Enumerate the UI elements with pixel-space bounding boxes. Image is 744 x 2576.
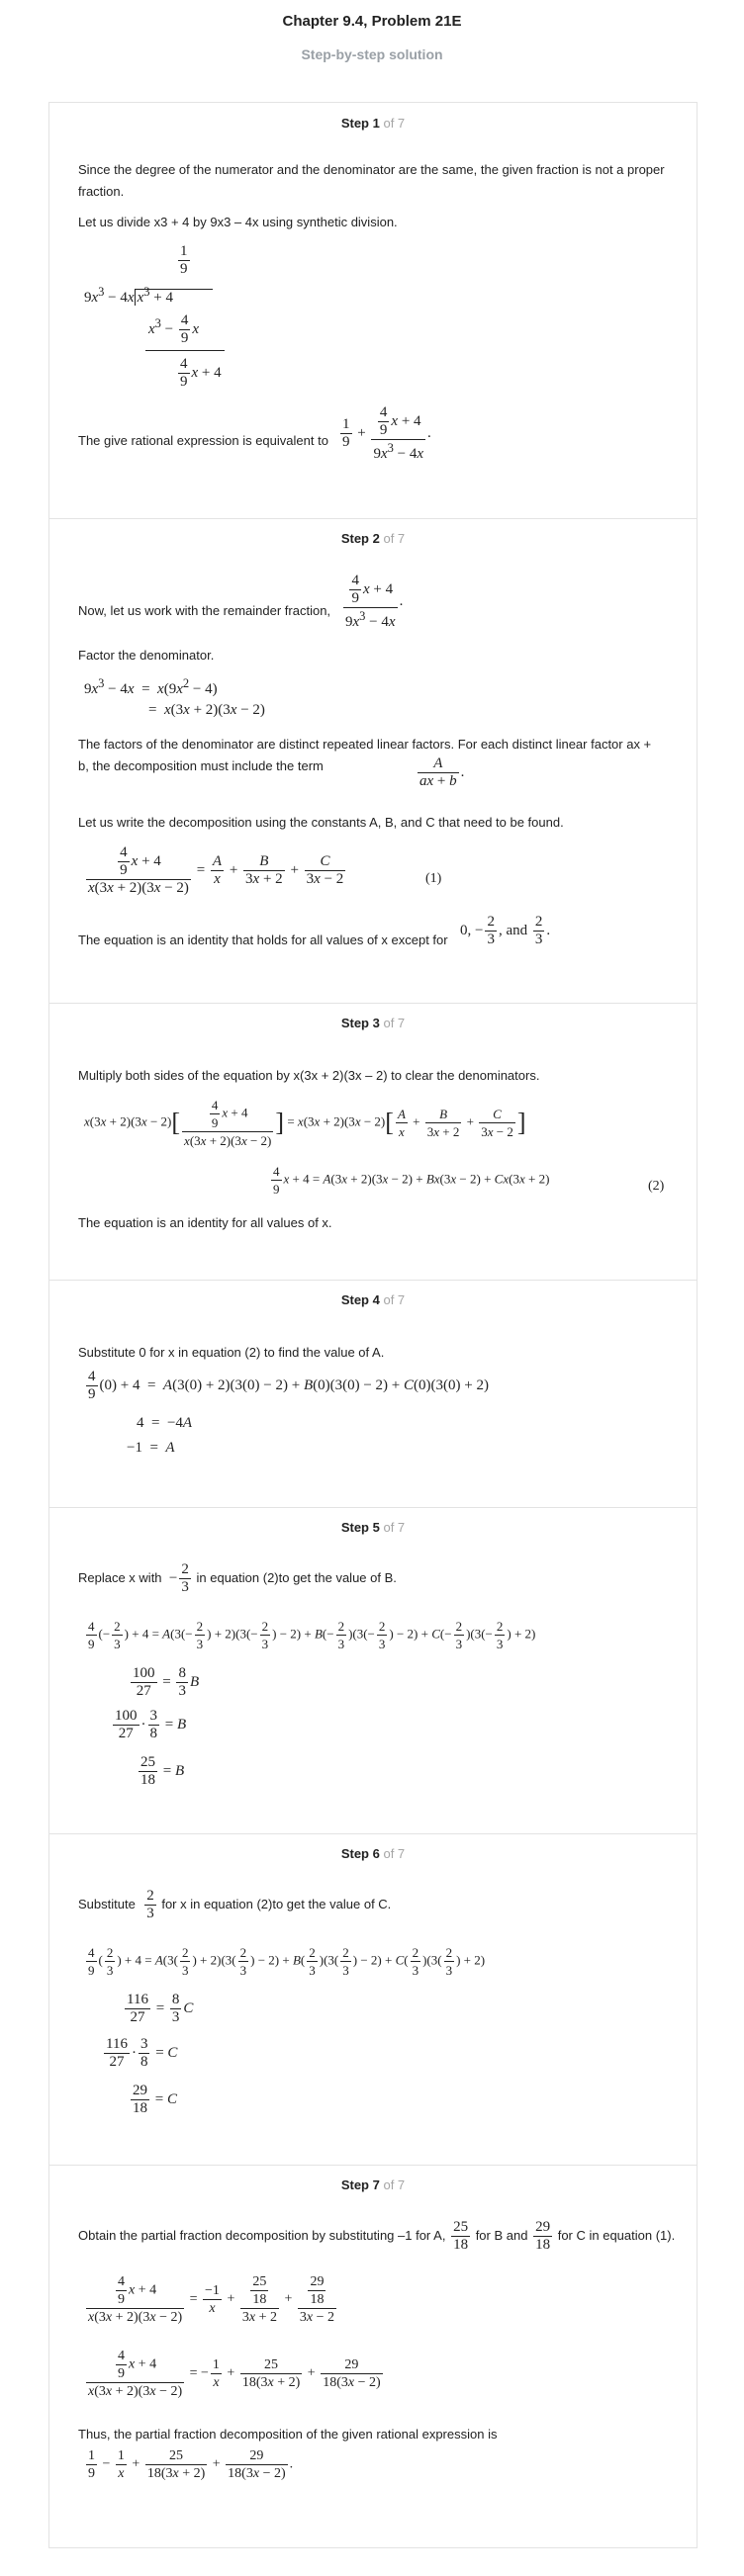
equation-number: (2) xyxy=(648,1179,665,1194)
step-text: for x in equation (2)to get the value of C. xyxy=(161,1896,392,1911)
step-heading: Step 6 of 7 xyxy=(340,1846,406,1861)
step-1: Step 1 of 7 Since the degree of the numerator and the denominator are the same, the given fraction is not a proper fraction. Let us divide x3 + 4 by 9x3 – 4x using synthetic division. $\frac{1}{9}$ $9x^3 - 4x$ $x^3 + 4$ $x^3$ − $\frac{4}{9}$ x $\frac{4}{9}$ x + 4 The give rational expression is equivalent to $\frac{1}{9}$ + $\frac{4}{9}$ x + 4 $9x^3 - 4x$ . xyxy=(49,103,697,519)
step-text: Thus, the partial fraction decomposition of the given rational expression is xyxy=(78,2427,498,2442)
step-heading: Step 7 of 7 xyxy=(340,2177,406,2192)
step-text: Let us divide x3 + 4 by 9x3 – 4x using synthetic division. xyxy=(78,215,398,229)
page-title: Chapter 9.4, Problem 21E xyxy=(282,13,462,30)
step-text: Now, let us work with the remainder fraction, xyxy=(78,603,331,618)
step-7: Step 7 of 7 Obtain the partial fraction decomposition by substituting –1 for A, $\frac{25}{18}$ for B and $\frac{29}{18}$ for C in equation (1). $\frac{4}{9}$ x + 4 x(3x + 2)(3x − 2) = $\frac{-1}{x}$ + $\frac{\frac{25}{18}}{3x + 2}$ + $\frac{\frac{29}{18}}{3x - 2}$ $\frac{4}{9}$ x + 4 x(3x + 2)(3x − 2) = − $\frac{1}{x}$ + $\frac{25}{18(3x + 2)}$ + $\frac{29}{18(3x - 2)}$ Thus, the partial fraction decomposition of the given rational expression is $\frac{1}{9}$ − $\frac{1}{x}$ + $\frac{25}{18(3x + 2)}$ + $\frac{29}{18(3x - 2)}$ . xyxy=(49,2165,697,2547)
step-text: Substitute xyxy=(78,1896,136,1911)
page-subtitle: Step-by-step solution xyxy=(301,46,443,62)
step-heading: Step 3 of 7 xyxy=(340,1016,406,1030)
step-text: The equation is an identity that holds for all values of x except for xyxy=(78,933,448,947)
step-text: Multiply both sides of the equation by x(3x + 2)(3x – 2) to clear the denominators. xyxy=(78,1068,540,1083)
step-text: The factors of the denominator are distinct repeated linear factors. For each distinct linear factor ax + b, the decomposition must include the term xyxy=(78,737,652,773)
step-4: Step 4 of 7 Substitute 0 for x in equation (2) to find the value of A. $\frac{4}{9}$ (0) + 4 = A(3(0) + 2)(3(0) − 2) + B(0)(3(0) − 2) + C(0)(3(0) + 2) 4 = −4A −1 = A xyxy=(49,1280,697,1508)
step-text: Factor the denominator. xyxy=(78,648,215,663)
step-text: for C in equation (1). xyxy=(557,2227,676,2243)
step-5: Step 5 of 7 Replace x with − $\frac{2}{3}$ in equation (2)to get the value of B. $\frac{4}{9}$ (− $\frac{2}{3}$ ) + 4 = A(3(− $\frac{2}{3}$ ) + 2)(3(− $\frac{2}{3}$ ) − 2) + B(− $\frac{2}{3}$ )(3(− $\frac{2}{3}$ ) − 2) + C(− $\frac{2}{3}$ )(3(− $\frac{2}{3}$ ) + 2) $\frac{100}{27}$ = $\frac{8}{3}$ B $\frac{100}{27}$ · $\frac{3}{8}$ = B $\frac{25}{18}$ = B xyxy=(49,1507,697,1834)
step-heading: Step 5 of 7 xyxy=(340,1520,406,1535)
step-2: Step 2 of 7 Now, let us work with the remainder fraction, $\frac{4}{9}$ x + 4 $9x^3 - 4x$ . Factor the denominator. $9x^3 - 4x = x(9x^2 - 4)$ = x(3x + 2)(3x − 2) The factors of the denominator are distinct repeated linear factors. For each distinct linear factor ax + b, the decomposition must include the term $\frac{A}{ax + b}$ . Let us write the decomposition using the constants A, B, and C that need to be found. $\frac{4}{9}$ x + 4 x(3x + 2)(3x − 2) = $\frac{A}{x}$ + $\frac{B}{3x + 2}$ + $\frac{C}{3x - 2}$ (1) The equation is an identity that holds for all values of x except for 0, − $\frac{2}{3}$ , and $\frac{2}{3}$ . xyxy=(49,518,697,1004)
step-text: Since the degree of the numerator and the denominator are the same, the given fraction is not a proper fraction. xyxy=(78,162,665,199)
step-text: The give rational expression is equivalent to xyxy=(78,433,328,448)
result-expression: $\frac{1}{9}$ + $\frac{4}{9}$ x + 4 $9x^3 - 4x$ . xyxy=(342,404,431,462)
decomposition-equation: $\frac{4}{9}$ x + 4 x(3x + 2)(3x − 2) = $\frac{A}{x}$ + $\frac{B}{3x + 2}$ + $\frac{C}{3x - 2}$ xyxy=(88,844,344,896)
step-text: in equation (2)to get the value of B. xyxy=(196,1569,397,1585)
solution-panel xyxy=(48,102,698,2548)
step-text: Replace x with xyxy=(78,1569,162,1585)
step-6: Step 6 of 7 Substitute $\frac{2}{3}$ for x in equation (2)to get the value of C. $\frac{4}{9}$ ( $\frac{2}{3}$ ) + 4 = A(3( $\frac{2}{3}$ ) + 2)(3( $\frac{2}{3}$ ) − 2) + B( $\frac{2}{3}$ )(3( $\frac{2}{3}$ ) − 2) + C( $\frac{2}{3}$ )(3( $\frac{2}{3}$ ) + 2) $\frac{116}{27}$ = $\frac{8}{3}$ C $\frac{116}{27}$ · $\frac{3}{8}$ = C $\frac{29}{18}$ = C xyxy=(49,1833,697,2166)
step-text: Obtain the partial fraction decomposition by substituting –1 for A, xyxy=(78,2227,446,2243)
step-heading: Step 2 of 7 xyxy=(340,531,406,546)
step-heading: Step 4 of 7 xyxy=(340,1292,406,1307)
step-3: Step 3 of 7 Multiply both sides of the equation by x(3x + 2)(3x – 2) to clear the denominators. x(3x + 2)(3x − 2)[ $\frac{4}{9}$ x + 4 x(3x + 2)(3x − 2) ] = x(3x + 2)(3x − 2)[ $\frac{A}{x}$ + $\frac{B}{3x + 2}$ + $\frac{C}{3x - 2}$ ] $\frac{4}{9}$ x + 4 = A(3x + 2)(3x − 2) + Bx(3x − 2) + Cx(3x + 2) (2) The equation is an identity for all values of x. xyxy=(49,1003,697,1281)
equation-number: (1) xyxy=(425,871,442,886)
step-text: Substitute 0 for x in equation (2) to find the value of A. xyxy=(78,1345,385,1360)
step-heading: Step 1 of 7 xyxy=(340,116,406,131)
step-text: The equation is an identity for all values of x. xyxy=(78,1215,332,1230)
final-answer: $\frac{1}{9}$ − $\frac{1}{x}$ + $\frac{25}{18(3x + 2)}$ + $\frac{29}{18(3x - 2)}$ . xyxy=(88,2448,294,2481)
step-text: Let us write the decomposition using the constants A, B, and C that need to be found. xyxy=(78,815,564,830)
step-text: for B and xyxy=(475,2227,528,2243)
